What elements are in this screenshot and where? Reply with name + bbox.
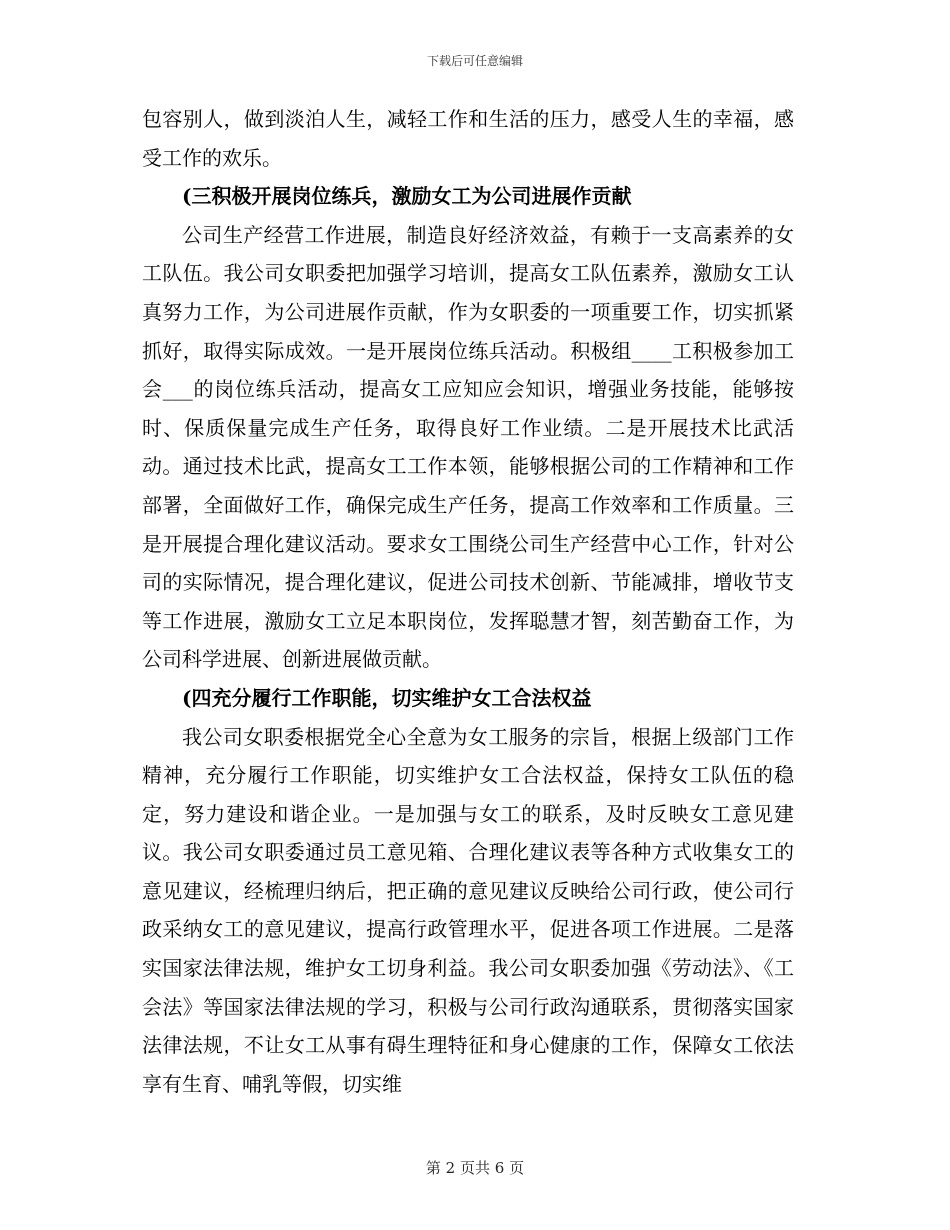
paragraph-section-3: 公司生产经营工作进展，制造良好经济效益，有赖于一支高素养的女工队伍。我公司女职委把加强学习培训，提高女工队伍素养，激励女工认真努力工作，为公司进展作贡献，作为女职委的一项重要工作，切实抓紧抓好，取得实际成效。一是开展岗位练兵活动。积极组____工积极参加工会___的岗位练兵活动，提高女工应知应会知识，增强业务技能，能够按时、保质保量完成生产任务，取得良好工作业绩。二是开展技术比武活动。通过技术比武，提高女工工作本领，能够根据公司的工作精神和工作部署，全面做好工作，确保完成生产任务，提高工作效率和工作质量。三是开展提合理化建议活动。要求女工围绕公司生产经营中心工作，针对公司的实际情况，提合理化建议，促进公司技术创新、节能减排，增收节支等工作进展，激励女工立足本职岗位，发挥聪慧才智，刻苦勤奋工作，为公司科学进展、创新进展做贡献。 xyxy=(142,222,794,672)
page-footer: 第 2 页共 6 页 xyxy=(425,1159,525,1177)
paragraph-continuation: 包容别人，做到淡泊人生，减轻工作和生活的压力，感受人生的幸福，感受工作的欢乐。 xyxy=(142,107,794,170)
section-heading-4: (四充分履行工作职能，切实维护女工合法权益 xyxy=(182,685,592,710)
page-header: 下载后可任意编辑 xyxy=(426,54,523,68)
section-heading-3: (三积极开展岗位练兵，激励女工为公司进展作贡献 xyxy=(182,184,632,209)
paragraph-section-4: 我公司女职委根据党全心全意为女工服务的宗旨，根据上级部门工作精神，充分履行工作职能，切实维护女工合法权益，保持女工队伍的稳定，努力建设和谐企业。一是加强与女工的联系，及时反映女工意见建议。我公司女职委通过员工意见箱、合理化建议表等各种方式收集女工的意见建议，经梳理归纳后，把正确的意见建议反映给公司行政，使公司行政采纳女工的意见建议，提高行政管理水平，促进各项工作进展。二是落实国家法律法规，维护女工切身利益。我公司女职委加强《劳动法》、《工会法》等国家法律法规的学习，积极与公司行政沟通联系，贯彻落实国家法律法规，不让女工从事有碍生理特征和身心健康的工作，保障女工依法享有生育、哺乳等假，切实维 xyxy=(142,724,794,1096)
document-body xyxy=(142,100,794,1103)
